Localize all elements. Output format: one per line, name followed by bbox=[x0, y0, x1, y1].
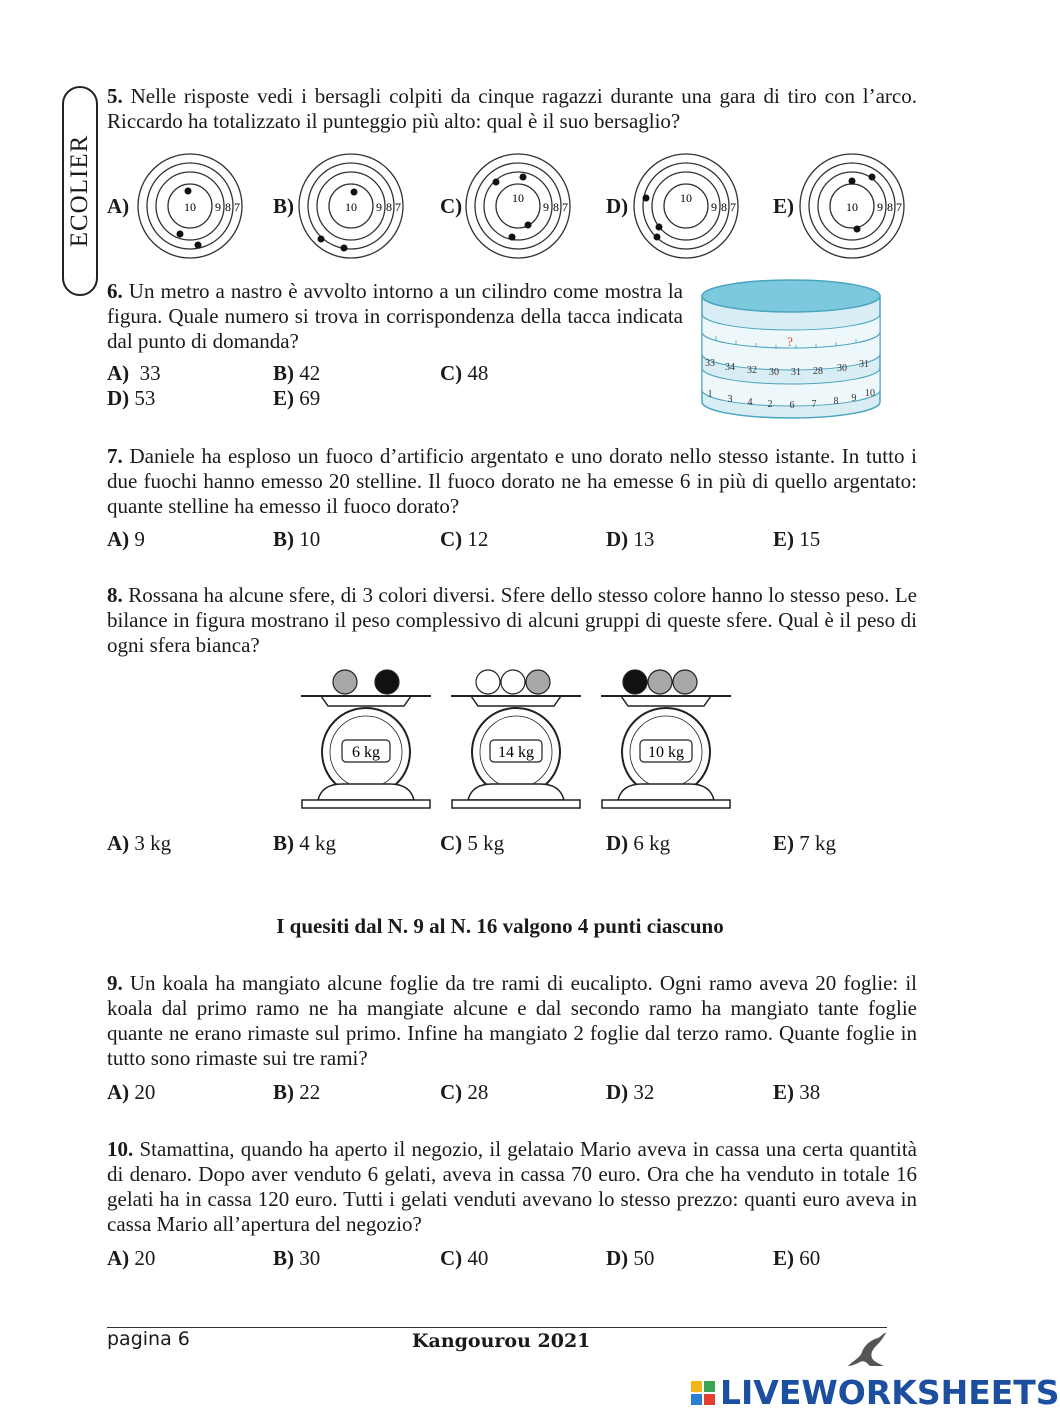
hit-dot bbox=[493, 179, 500, 186]
q5-option-c[interactable]: C) bbox=[440, 194, 463, 218]
svg-text:8: 8 bbox=[887, 200, 893, 214]
hit-dot bbox=[509, 234, 516, 241]
scale-reading: 6 kg bbox=[352, 744, 380, 761]
scale-reading: 10 kg bbox=[648, 744, 684, 761]
footer-title: Kangourou 2021 bbox=[412, 1330, 591, 1352]
scale-1 bbox=[301, 670, 431, 808]
side-tab-label: ECOLIER bbox=[66, 134, 93, 248]
svg-text:7: 7 bbox=[811, 399, 817, 410]
scales-figure bbox=[295, 664, 735, 820]
ring-label-10: 10 bbox=[184, 200, 196, 214]
liveworksheets-logo-icon bbox=[690, 1380, 716, 1406]
svg-text:10: 10 bbox=[680, 191, 692, 205]
question-10-text: Stamattina, quando ha aperto il negozio, il gelataio Mario aveva in cassa una certa quantità di denaro. Dopo aver venduto 6 gelati, aveva in cassa 70 euro. Ora che ha venduto in totale 16 gelati ha in cassa 120 euro. Tutti i gelati venduti avevano lo stesso prezzo: quanti euro aveva in cassa Mario all’apertura del negozio? bbox=[107, 1137, 918, 1236]
svg-text:9: 9 bbox=[877, 200, 883, 214]
question-6-number: 6. bbox=[107, 279, 123, 303]
q7-option-d[interactable]: D) 13 bbox=[606, 527, 655, 551]
hit-dot bbox=[869, 174, 876, 181]
svg-text:8: 8 bbox=[225, 200, 231, 214]
q5-option-d[interactable]: D) bbox=[606, 194, 629, 218]
q7-option-c[interactable]: C) 12 bbox=[440, 527, 489, 551]
q5-targets bbox=[130, 148, 910, 268]
target-e bbox=[800, 154, 904, 258]
hit-dot bbox=[341, 245, 348, 252]
svg-text:10: 10 bbox=[512, 191, 524, 205]
hit-dot bbox=[520, 174, 527, 181]
section-heading: I quesiti dal N. 9 al N. 16 valgono 4 punti ciascuno bbox=[276, 914, 724, 938]
svg-text:8: 8 bbox=[553, 200, 559, 214]
hit-dot bbox=[854, 226, 861, 233]
target-d bbox=[634, 154, 738, 258]
svg-text:28: 28 bbox=[813, 366, 823, 377]
question-8 bbox=[107, 583, 917, 658]
svg-text:7: 7 bbox=[234, 200, 240, 214]
q6-option-d[interactable]: D) 53 bbox=[107, 386, 156, 410]
svg-text:8: 8 bbox=[721, 200, 727, 214]
q8-option-a[interactable]: A) 3 kg bbox=[107, 831, 172, 855]
ball-black bbox=[375, 670, 399, 694]
q10-option-c[interactable]: C) 40 bbox=[440, 1246, 489, 1270]
svg-text:7: 7 bbox=[896, 200, 902, 214]
question-7-text: Daniele ha esploso un fuoco d’artificio argentato e uno dorato nello stesso istante. In tutto i due fuochi hanno emesso 20 stelline. Il fuoco dorato ne ha emesse 6 in più di quello argentato: quante stelline ha emesso il fuoco dorato? bbox=[107, 444, 918, 518]
hit-dot bbox=[185, 188, 192, 195]
q6-option-c[interactable]: C) 48 bbox=[440, 361, 489, 385]
footer-page: pagina 6 bbox=[107, 1328, 190, 1350]
question-10-number: 10. bbox=[107, 1137, 134, 1161]
svg-text:32: 32 bbox=[747, 365, 757, 376]
svg-text:9: 9 bbox=[851, 393, 857, 404]
q8-option-c[interactable]: C) 5 kg bbox=[440, 831, 505, 855]
hit-dot bbox=[525, 222, 532, 229]
q5-option-e[interactable]: E) bbox=[773, 194, 794, 218]
q9-option-e[interactable]: E) 38 bbox=[773, 1080, 821, 1104]
scale-3 bbox=[601, 670, 731, 808]
question-5 bbox=[107, 84, 917, 134]
question-9 bbox=[107, 971, 917, 1071]
svg-text:10: 10 bbox=[345, 200, 357, 214]
svg-text:9: 9 bbox=[376, 200, 382, 214]
q10-option-b[interactable]: B) 30 bbox=[273, 1246, 321, 1270]
q10-option-a[interactable]: A) 20 bbox=[107, 1246, 156, 1270]
question-7-number: 7. bbox=[107, 444, 123, 468]
q7-option-e[interactable]: E) 15 bbox=[773, 527, 821, 551]
scale-2 bbox=[451, 670, 581, 808]
q9-option-b[interactable]: B) 22 bbox=[273, 1080, 321, 1104]
q7-option-b[interactable]: B) 10 bbox=[273, 527, 321, 551]
svg-text:9: 9 bbox=[543, 200, 549, 214]
svg-text:7: 7 bbox=[395, 200, 401, 214]
svg-text:30: 30 bbox=[837, 363, 847, 374]
question-mark: ? bbox=[787, 334, 793, 349]
ball-gray bbox=[673, 670, 697, 694]
svg-text:4: 4 bbox=[747, 397, 753, 408]
kangaroo-icon bbox=[840, 1330, 888, 1370]
ball-black bbox=[623, 670, 647, 694]
hit-dot bbox=[177, 231, 184, 238]
ball-gray bbox=[526, 670, 550, 694]
hit-dot bbox=[195, 242, 202, 249]
svg-text:8: 8 bbox=[386, 200, 392, 214]
question-6 bbox=[107, 279, 683, 354]
svg-text:2: 2 bbox=[767, 399, 773, 410]
svg-text:30: 30 bbox=[769, 367, 779, 378]
q7-option-a[interactable]: A) 9 bbox=[107, 527, 145, 551]
svg-text:33: 33 bbox=[705, 358, 715, 369]
q8-option-d[interactable]: D) 6 kg bbox=[606, 831, 671, 855]
tape-cylinder-figure bbox=[696, 274, 886, 426]
hit-dot bbox=[643, 195, 650, 202]
svg-text:31: 31 bbox=[791, 367, 801, 378]
q6-option-a[interactable]: A) 33 bbox=[107, 361, 161, 385]
brand-bar[interactable] bbox=[690, 1373, 1060, 1412]
svg-text:34: 34 bbox=[725, 362, 735, 373]
target-a bbox=[138, 154, 242, 258]
svg-text:9: 9 bbox=[711, 200, 717, 214]
q8-option-b[interactable]: B) 4 kg bbox=[273, 831, 336, 855]
target-c bbox=[466, 154, 570, 258]
svg-text:10: 10 bbox=[865, 388, 875, 399]
q5-option-a[interactable]: A) bbox=[107, 194, 130, 218]
question-5-text: Nelle risposte vedi i bersagli colpiti da cinque ragazzi durante una gara di tiro con l’arco. Riccardo ha totalizzato il punteggio più alto: qual è il suo bersaglio? bbox=[107, 84, 917, 133]
svg-text:10: 10 bbox=[846, 200, 858, 214]
footer-rule bbox=[107, 1327, 887, 1328]
svg-text:8: 8 bbox=[833, 396, 839, 407]
hit-dot bbox=[654, 234, 661, 241]
question-5-number: 5. bbox=[107, 84, 123, 108]
hit-dot bbox=[318, 236, 325, 243]
ball-gray bbox=[648, 670, 672, 694]
svg-text:3: 3 bbox=[727, 394, 733, 405]
q10-option-e[interactable]: E) 60 bbox=[773, 1246, 821, 1270]
target-b bbox=[299, 154, 403, 258]
ball-white bbox=[476, 670, 500, 694]
scale-reading: 14 kg bbox=[498, 744, 534, 761]
question-9-number: 9. bbox=[107, 971, 123, 995]
svg-text:9: 9 bbox=[215, 200, 221, 214]
question-8-number: 8. bbox=[107, 583, 123, 607]
hit-dot bbox=[351, 189, 358, 196]
question-6-text: Un metro a nastro è avvolto intorno a un cilindro come mostra la figura. Quale numero si trova in corrispondenza della tacca indicata dal punto di domanda? bbox=[107, 279, 684, 353]
q10-option-d[interactable]: D) 50 bbox=[606, 1246, 655, 1270]
hit-dot bbox=[656, 224, 663, 231]
ball-gray bbox=[333, 670, 357, 694]
brand-name: LIVEWORKSHEETS bbox=[720, 1373, 1060, 1412]
svg-text:7: 7 bbox=[562, 200, 568, 214]
q9-option-d[interactable]: D) 32 bbox=[606, 1080, 655, 1104]
question-7 bbox=[107, 444, 917, 519]
svg-text:6: 6 bbox=[789, 400, 795, 411]
q9-option-a[interactable]: A) 20 bbox=[107, 1080, 156, 1104]
q9-option-c[interactable]: C) 28 bbox=[440, 1080, 489, 1104]
hit-dot bbox=[849, 178, 856, 185]
q6-option-e[interactable]: E) 69 bbox=[273, 386, 321, 410]
ball-white bbox=[501, 670, 525, 694]
question-10 bbox=[107, 1137, 917, 1237]
q6-option-b[interactable]: B) 42 bbox=[273, 361, 321, 385]
svg-text:7: 7 bbox=[730, 200, 736, 214]
q5-option-b[interactable]: B) bbox=[273, 194, 294, 218]
question-8-text: Rossana ha alcune sfere, di 3 colori diversi. Sfere dello stesso colore hanno lo stesso peso. Le bilance in figura mostrano il peso complessivo di alcuni gruppi di queste sfere. Qual è il peso di ogni sfera bianca? bbox=[107, 583, 917, 657]
svg-text:1: 1 bbox=[707, 389, 713, 400]
question-9-text: Un koala ha mangiato alcune foglie da tre rami di eucalipto. Ogni ramo aveva 20 foglie: il koala dal primo ramo ne ha mangiate alcune e dal secondo ramo ha mangiato tante foglie quante ne erano rimaste sul primo. Infine ha mangiato 2 foglie dal terzo ramo. Quante foglie in tutto sono rimaste sui tre rami? bbox=[107, 971, 917, 1070]
q8-option-e[interactable]: E) 7 kg bbox=[773, 831, 836, 855]
svg-text:31: 31 bbox=[859, 359, 869, 370]
side-tab bbox=[62, 86, 98, 296]
